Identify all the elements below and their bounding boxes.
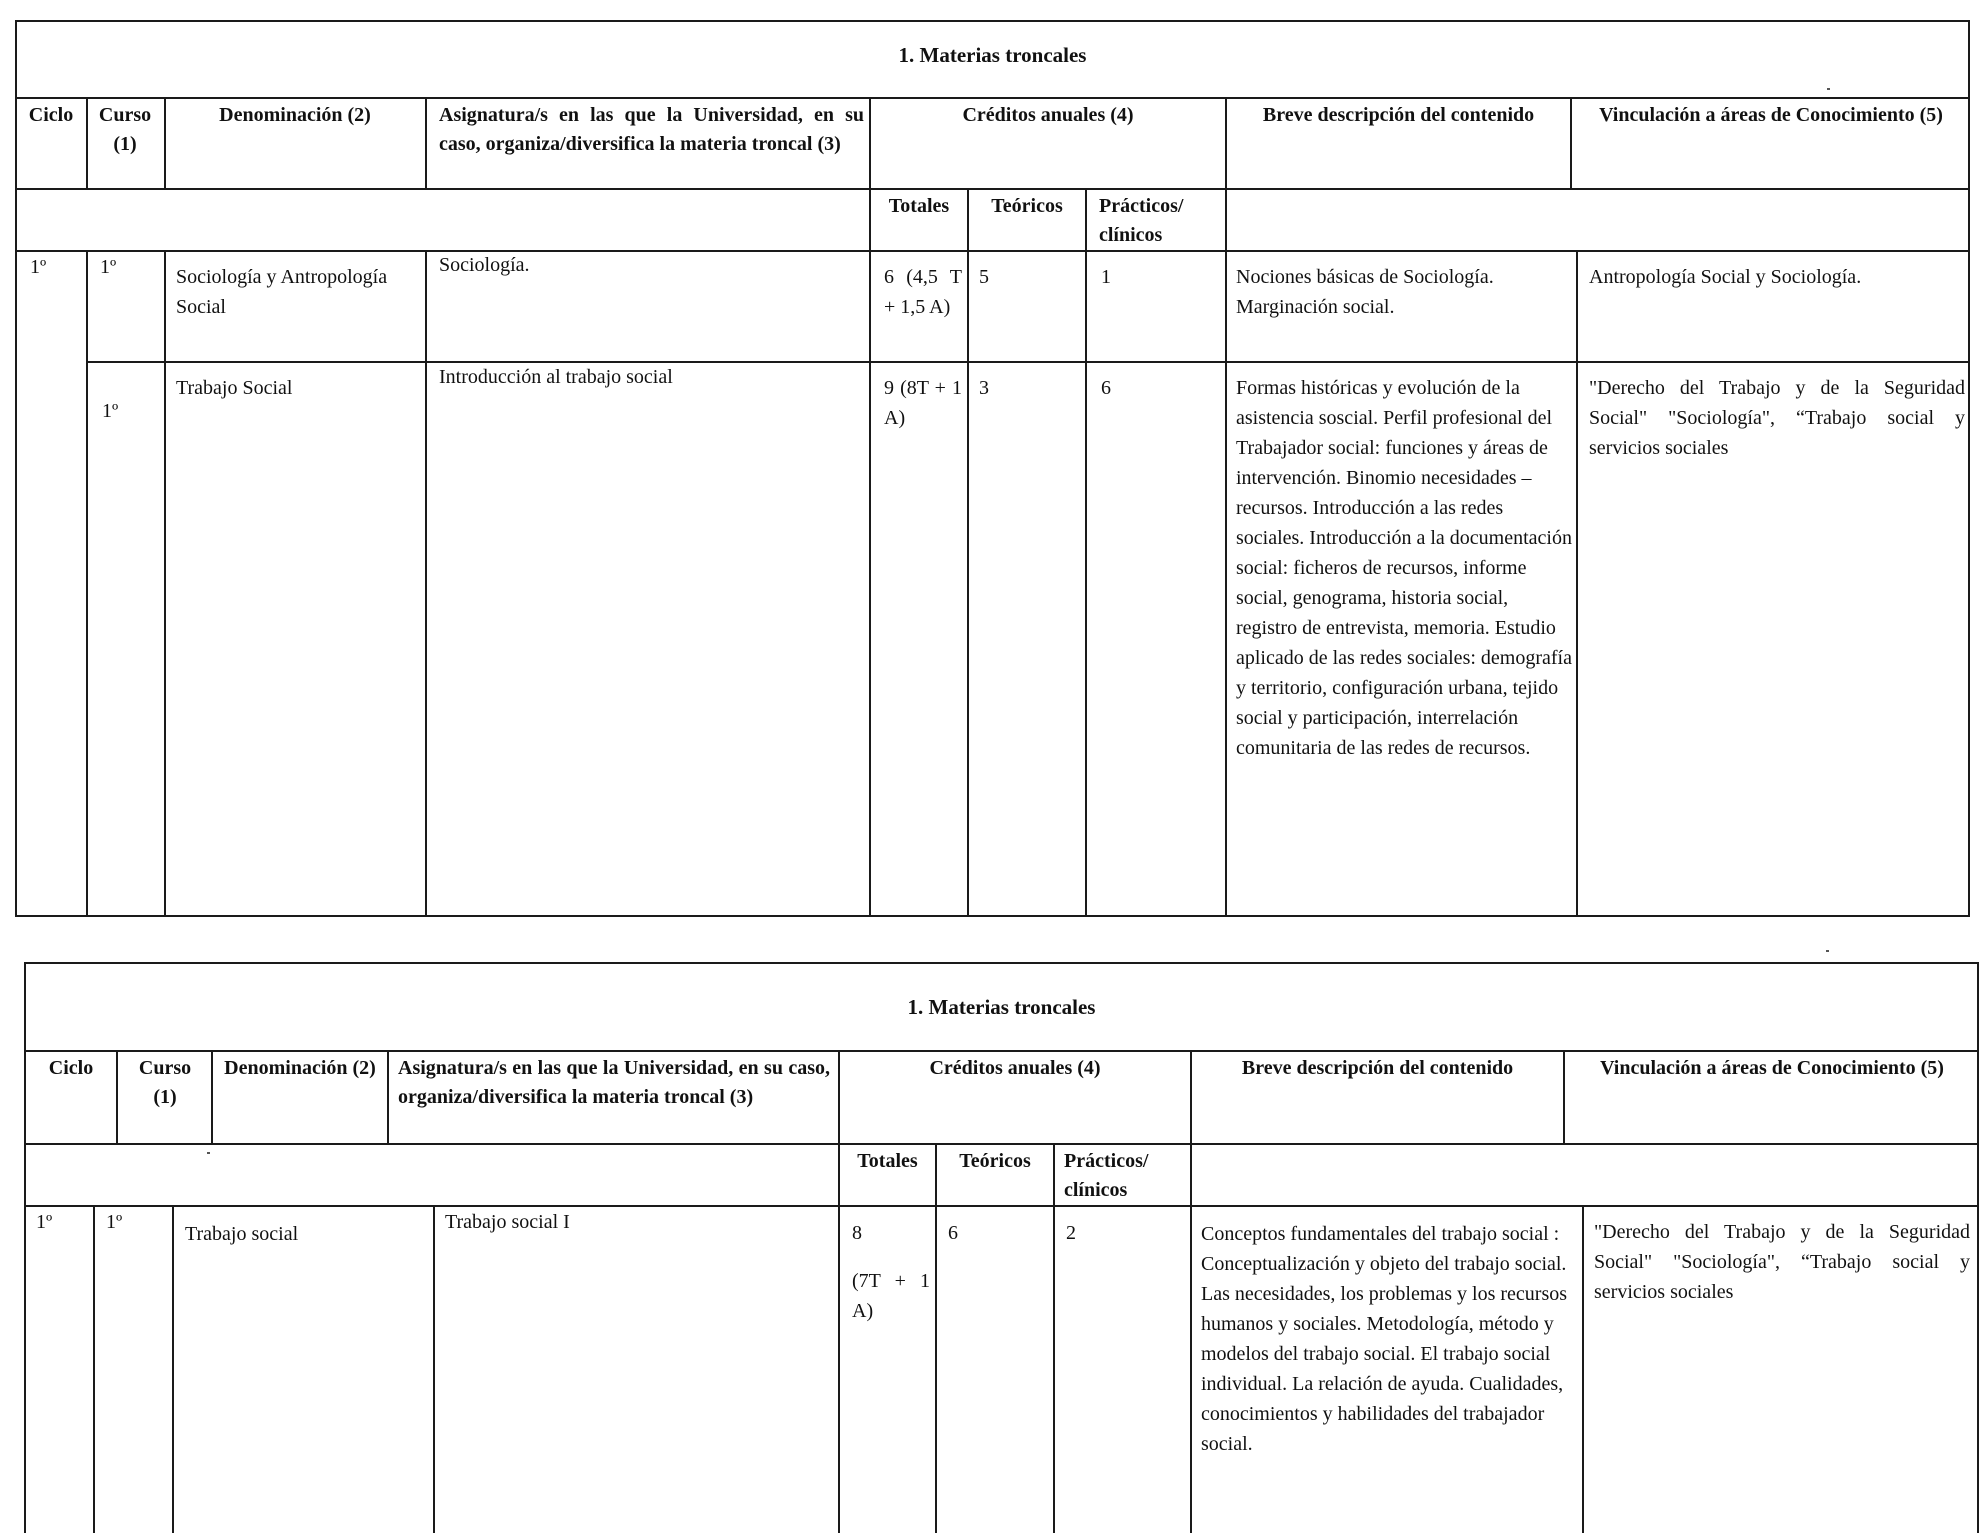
row-2-denominacion: Trabajo Social: [176, 377, 293, 399]
row-1-descripcion: Nociones básicas de Sociología. Marginación social.: [1236, 266, 1494, 318]
row-2-asignatura: Introducción al trabajo social: [439, 366, 673, 388]
table-1-rule: [86, 250, 88, 917]
header-vinculacion: Vinculación a áreas de Conocimiento (5): [1599, 104, 1943, 126]
header-totales: Totales: [857, 1150, 918, 1172]
table-1-rule: [967, 188, 969, 917]
table-1-rule: [15, 97, 1970, 99]
row-1-totales-detail: (7T + 1 A): [852, 1270, 930, 1322]
row-1-descripcion: Conceptos fundamentales del trabajo social : Conceptualización y objeto del trabajo social. Las necesidades, los problemas y los recursos humanos y sociales. Metodología, método y modelos del trabajo social. El trabajo social individual. La relación de ayuda. Cualidades, conocimientos y habilidades del trabajador social.: [1201, 1223, 1568, 1455]
table-2-rule: [24, 1050, 1979, 1052]
row-1-ciclo: 1º: [36, 1211, 53, 1233]
row-1-curso: 1º: [106, 1211, 123, 1233]
table-1-rule: [425, 97, 427, 190]
row-1-practicos: 2: [1066, 1222, 1076, 1244]
row-2-descripcion: Formas históricas y evolución de la asistencia soscial. Perfil profesional del Trabajador social: funciones y áreas de intervención. Binomio necesidades – recursos. Introducción a las redes sociales. Introducción a la documentación social: ficheros de recursos, informe social, genograma, historia social, registro de entrevista, memoria. Estudio aplicado de las redes sociales: demografía y territorio, configuración urbana, tejido social y participación, interrelación comunitaria de las redes de recursos.: [1236, 377, 1572, 759]
header-descripcion: Breve descripción del contenido: [1262, 104, 1535, 126]
row-1-asignatura: Trabajo social I: [445, 1211, 570, 1233]
table-1-rule: [1085, 188, 1087, 917]
header-descripcion: Breve descripción del contenido: [1241, 1057, 1514, 1079]
header-asignatura: Asignatura/s en las que la Universidad, en su caso, organiza/diversifica la materia troncal (3): [439, 104, 864, 155]
table-2-rule: [172, 1205, 174, 1533]
table-1-rule: [15, 188, 1970, 190]
table-2-title: 1. Materias troncales: [907, 995, 1096, 1019]
table-1-rule: [425, 250, 427, 917]
row-1-denominacion: Sociología y Antropología Social: [176, 266, 388, 318]
header-curso: Curso (1): [98, 104, 152, 155]
table-2-rule: [1190, 1050, 1192, 1533]
row-1-practicos: 1: [1101, 266, 1111, 288]
header-practicos: Prácticos/ clínicos: [1064, 1150, 1149, 1201]
row-1-ciclo: 1º: [30, 256, 47, 278]
row-1-vinculacion: "Derecho del Trabajo y de la Seguridad Social" "Sociología", “Trabajo social y servicios sociales: [1594, 1221, 1970, 1303]
header-curso: Curso (1): [138, 1057, 192, 1108]
table-2-rule: [838, 1050, 840, 1533]
table-2-rule: [1053, 1143, 1055, 1533]
table-2-rule: [1582, 1205, 1584, 1533]
row-1-totales: 8: [852, 1222, 862, 1244]
scan-speck: [207, 1152, 210, 1154]
row-1-totales: 6 (4,5 T + 1,5 A): [884, 266, 962, 318]
row-1-teoricos: 6: [948, 1222, 958, 1244]
table-1-rule: [86, 97, 88, 190]
header-totales: Totales: [888, 195, 950, 217]
header-vinculacion: Vinculación a áreas de Conocimiento (5): [1600, 1057, 1944, 1079]
scan-speck: [1826, 950, 1829, 952]
table-2-rule: [387, 1050, 389, 1145]
header-teoricos: Teóricos: [959, 1150, 1031, 1172]
row-1-curso: 1º: [100, 256, 117, 278]
row-1-teoricos: 5: [979, 266, 989, 288]
header-ciclo: Ciclo: [28, 104, 74, 126]
row-2-teoricos: 3: [979, 377, 989, 399]
table-2-rule: [93, 1205, 95, 1533]
header-teoricos: Teóricos: [991, 195, 1063, 217]
header-asignatura: Asignatura/s en las que la Universidad, en su caso, organiza/diversifica la materia troncal (3): [398, 1057, 830, 1108]
table-1-title: 1. Materias troncales: [898, 43, 1087, 67]
table-1-rule: [164, 97, 166, 190]
header-denominacion: Denominación (2): [224, 1057, 376, 1079]
table-2-rule: [24, 1143, 1979, 1145]
table-1-rule: [1225, 97, 1227, 917]
table-2-rule: [116, 1050, 118, 1145]
header-practicos: Prácticos/ clínicos: [1099, 195, 1184, 246]
row-1-asignatura: Sociología.: [439, 254, 530, 276]
table-1-rule: [1576, 250, 1578, 917]
header-creditos: Créditos anuales (4): [929, 1057, 1101, 1079]
table-2-rule: [24, 1205, 1979, 1207]
row-1-vinculacion: Antropología Social y Sociología.: [1589, 266, 1862, 288]
table-2-rule: [935, 1143, 937, 1533]
table-2-rule: [433, 1205, 435, 1533]
table-1-rule: [86, 361, 1970, 363]
header-creditos: Créditos anuales (4): [962, 104, 1134, 126]
table-1-rule: [15, 250, 1970, 252]
header-ciclo: Ciclo: [48, 1057, 94, 1079]
header-denominacion: Denominación (2): [219, 104, 371, 126]
row-2-practicos: 6: [1101, 377, 1111, 399]
row-2-vinculacion: "Derecho del Trabajo y de la Seguridad Social" "Sociología", “Trabajo social y servicios sociales: [1589, 377, 1965, 459]
row-1-denominacion: Trabajo social: [185, 1223, 299, 1245]
scan-speck: [1827, 88, 1830, 90]
row-2-totales: 9 (8T + 1 A): [884, 377, 962, 429]
table-1: [15, 20, 1970, 917]
row-2-curso: 1º: [102, 400, 119, 422]
table-1-rule: [164, 250, 166, 917]
